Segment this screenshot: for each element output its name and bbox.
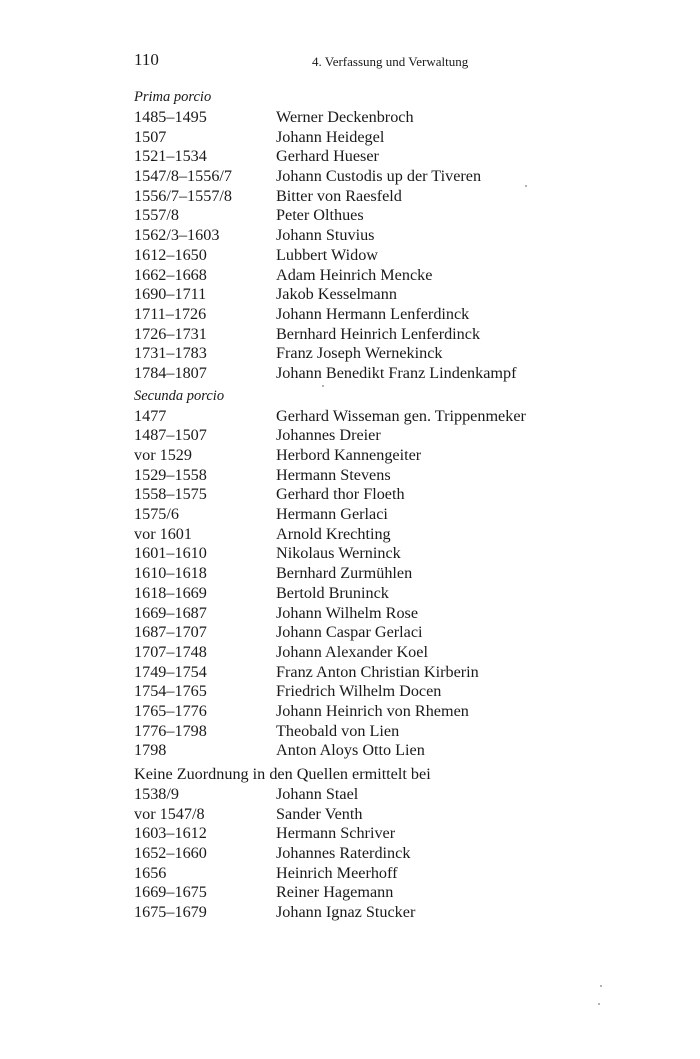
officeholder-name: Friedrich Wilhelm Docen [276, 682, 442, 701]
officeholder-name: Theobald von Lien [276, 721, 400, 740]
officeholder-name: Johannes Raterdinck [276, 844, 411, 863]
term-dates: 1485–1495 [134, 108, 207, 126]
term-dates: 1754–1765 [134, 682, 207, 701]
officeholder-name: Johann Caspar Gerlaci [276, 623, 423, 642]
list-row [134, 722, 604, 742]
scan-speck [598, 1003, 600, 1005]
list-row [134, 285, 604, 305]
term-dates: 1618–1669 [134, 583, 207, 602]
term-dates: 1798 [134, 741, 167, 760]
term-dates: vor 1547/8 [134, 804, 205, 823]
term-dates: 1529–1558 [134, 465, 207, 484]
term-dates: 1612–1650 [134, 245, 207, 264]
scan-speck [600, 985, 602, 987]
officeholder-name: Bertold Bruninck [276, 583, 389, 602]
list-row [134, 623, 604, 643]
scan-speck [322, 385, 324, 387]
term-dates: 1652–1660 [134, 844, 207, 863]
section-prima-porcio [134, 87, 604, 384]
officeholder-name: Hermann Gerlaci [276, 505, 388, 524]
list-row [134, 305, 604, 325]
officeholder-name: Johann Hermann Lenferdinck [276, 304, 470, 323]
list-row [134, 883, 604, 903]
term-dates: 1669–1687 [134, 603, 207, 622]
list-row [134, 246, 604, 266]
officeholder-list [134, 87, 604, 923]
officeholder-name: Werner Deckenbroch [276, 108, 414, 126]
officeholder-name: Jakob Kesselmann [276, 285, 397, 304]
term-dates: 1556/7–1557/8 [134, 186, 233, 205]
officeholder-name: Arnold Krechting [276, 524, 391, 543]
term-dates: 1749–1754 [134, 662, 207, 681]
list-row [134, 226, 604, 246]
list-row [134, 564, 604, 584]
officeholder-name: Franz Joseph Wernekinck [276, 344, 443, 363]
term-dates: 1675–1679 [134, 903, 207, 922]
list-row [134, 604, 604, 624]
term-dates: 1690–1711 [134, 285, 207, 304]
officeholder-name: Johann Custodis up der Tiveren [276, 167, 482, 186]
term-dates: 1765–1776 [134, 701, 207, 720]
list-row [134, 864, 604, 884]
unassigned-heading: Keine Zuordnung in den Quellen ermittelt bei [134, 765, 431, 783]
term-dates: 1521–1534 [134, 147, 207, 166]
section-rows [134, 407, 604, 761]
list-row [134, 466, 604, 486]
list-row [134, 187, 604, 207]
officeholder-name: Johann Alexander Koel [276, 642, 428, 661]
list-row [134, 167, 604, 187]
section-title: Secunda porcio [134, 387, 225, 404]
list-row [134, 824, 604, 844]
officeholder-name: Johann Heinrich von Rhemen [276, 701, 469, 720]
list-row [134, 364, 604, 384]
term-dates: 1487–1507 [134, 426, 207, 445]
term-dates: 1731–1783 [134, 344, 207, 363]
list-row [134, 206, 604, 226]
list-row [134, 682, 604, 702]
officeholder-name: Bernhard Zurmühlen [276, 564, 413, 583]
term-dates: 1726–1731 [134, 324, 207, 343]
section-rows [134, 785, 604, 923]
term-dates: 1562/3–1603 [134, 226, 220, 245]
term-dates: 1610–1618 [134, 564, 207, 583]
term-dates: 1707–1748 [134, 642, 207, 661]
officeholder-name: Nikolaus Werninck [276, 544, 401, 563]
list-row [134, 805, 604, 825]
term-dates: 1538/9 [134, 785, 179, 803]
term-dates: 1507 [134, 127, 167, 146]
list-row [134, 407, 604, 427]
list-row [134, 266, 604, 286]
officeholder-name: Hermann Stevens [276, 465, 391, 484]
list-row [134, 903, 604, 923]
term-dates: 1784–1807 [134, 363, 207, 382]
officeholder-name: Johann Stael [276, 785, 359, 803]
officeholder-name: Hermann Schriver [276, 824, 396, 843]
list-row [134, 525, 604, 545]
section-unassigned [134, 763, 604, 923]
officeholder-name: Bitter von Raesfeld [276, 186, 402, 205]
list-row [134, 702, 604, 722]
term-dates: 1558–1575 [134, 485, 207, 504]
officeholder-name: Bernhard Heinrich Lenferdinck [276, 324, 481, 343]
term-dates: 1557/8 [134, 206, 179, 225]
officeholder-name: Peter Olthues [276, 206, 364, 225]
list-row [134, 844, 604, 864]
term-dates: 1662–1668 [134, 265, 207, 284]
officeholder-name: Johannes Dreier [276, 426, 381, 445]
list-row [134, 325, 604, 345]
officeholder-name: Gerhard Wisseman gen. Trippenmeker [276, 406, 526, 425]
officeholder-name: Anton Aloys Otto Lien [276, 741, 425, 760]
term-dates: 1601–1610 [134, 544, 207, 563]
list-row [134, 544, 604, 564]
section-title: Prima porcio [134, 89, 212, 105]
officeholder-name: Reiner Hagemann [276, 883, 394, 902]
list-row [134, 108, 604, 128]
page-header [134, 50, 604, 72]
list-row [134, 584, 604, 604]
list-row [134, 426, 604, 446]
officeholder-name: Adam Heinrich Mencke [276, 265, 433, 284]
list-row [134, 485, 604, 505]
term-dates: vor 1601 [134, 524, 192, 543]
list-row [134, 741, 604, 761]
term-dates: 1776–1798 [134, 721, 207, 740]
list-row [134, 446, 604, 466]
officeholder-name: Franz Anton Christian Kirberin [276, 662, 479, 681]
term-dates: 1477 [134, 406, 167, 425]
officeholder-name: Gerhard Hueser [276, 147, 379, 166]
officeholder-name: Johann Heidegel [276, 127, 385, 146]
term-dates: 1711–1726 [134, 304, 207, 323]
list-row [134, 643, 604, 663]
officeholder-name: Lubbert Widow [276, 245, 379, 264]
officeholder-name: Sander Venth [276, 804, 363, 823]
page-number: 110 [134, 50, 159, 69]
running-head: 4. Verfassung und Verwaltung [312, 54, 469, 69]
list-row [134, 344, 604, 364]
term-dates: 1547/8–1556/7 [134, 167, 233, 186]
term-dates: vor 1529 [134, 446, 192, 464]
officeholder-name: Heinrich Meerhoff [276, 863, 398, 882]
officeholder-name: Johann Wilhelm Rose [276, 603, 419, 622]
list-row [134, 147, 604, 167]
officeholder-name: Johann Ignaz Stucker [276, 903, 416, 922]
list-row [134, 505, 604, 525]
list-row [134, 663, 604, 683]
officeholder-name: Herbord Kannengeiter [276, 446, 422, 464]
officeholder-name: Gerhard thor Floeth [276, 485, 405, 504]
list-row [134, 128, 604, 148]
section-secunda-porcio [134, 386, 604, 761]
term-dates: 1656 [134, 863, 167, 882]
officeholder-name: Johann Stuvius [276, 226, 375, 245]
term-dates: 1603–1612 [134, 824, 207, 843]
term-dates: 1575/6 [134, 505, 179, 524]
term-dates: 1687–1707 [134, 623, 207, 642]
section-rows [134, 108, 604, 384]
scan-speck [525, 185, 527, 187]
list-row [134, 785, 604, 805]
term-dates: 1669–1675 [134, 883, 207, 902]
officeholder-name: Johann Benedikt Franz Lindenkampf [276, 363, 517, 382]
